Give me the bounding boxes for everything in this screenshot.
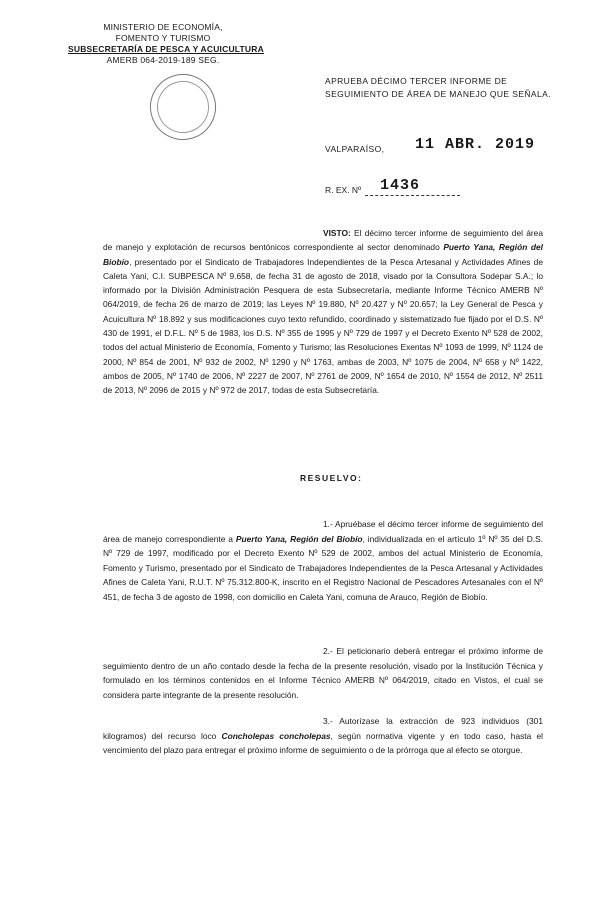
place: VALPARAÍSO, [325, 144, 385, 154]
reference-code: AMERB 064-2019-189 SEG. [106, 55, 220, 65]
stamped-date: 11 ABR. 2019 [415, 136, 536, 153]
article-1-sector: Puerto Yana, Región del Biobío [235, 533, 363, 544]
subsecretaria-name: SUBSECRETARÍA DE PESCA Y ACUICULTURA [68, 44, 264, 54]
article-1 [103, 517, 543, 605]
place-and-date [325, 136, 565, 158]
article-3 [103, 714, 543, 758]
resolution-number [325, 177, 465, 199]
resuelvo-heading: RESUELVO: [300, 473, 363, 483]
ministry-name-2: FOMENTO Y TURISMO [115, 33, 211, 43]
visto-text-1: El décimo tercer informe de seguimiento del área de manejo y explotación de recursos bentónicos correspondiente al sector denominado [103, 228, 543, 253]
article-1-text-1: 1.- Apruébase el décimo tercer informe de seguimiento del área de manejo correspondiente a [103, 519, 543, 544]
article-1-text-2: , individualizada en el artículo 1º Nº 35 del D.S. Nº 729 de 1997, modificado por el Decreto Exento Nº 529 de 2002, ambos del actual Ministerio de Economía, Fomento y Turismo, presentado por el Sindicato de Trabajadores Independientes de la Pesca Artesanal y Actividades Afines de Caleta Yani, R.U.T. Nº 75.312.800-K, inscrito en el Registro Nacional de Pescadores Artesanales con el Nº 451, de fecha 3 de agosto de 1998, con domicilio en Caleta Yani, comuna de Arauco, Región de Biobío. [103, 533, 543, 602]
visto-text-2: , presentado por el Sindicato de Trabajadores Independientes de la Pesca Artesanal y Actividades Afines de Caleta Yani, C.I. SUBPESCA Nº 9.658, de fecha 31 de agosto de 2018, visado por la Consultora Sodepar S.A.; lo informado por la División Administración Pesquera de esta Subsecretaría, mediante Informe Técnico AMERB Nº 064/2019, de fecha 26 de marzo de 2019; las Leyes Nº 19.880, Nº 20.427 y Nº 20.657; la Ley General de Pesca y Acuicultura Nº 18.892 y sus modificaciones cuyo texto refundido, coordinado y sistematizado fue fijado por el D.S. Nº 430 de 1991, el D.F.L. Nº 5 de 1983, los D.S. Nº 355 de 1995 y Nº 729 de 1997 y el Decreto Exento Nº 528 de 2002, todos del actual Ministerio de Economía, Fomento y Turismo; las Resoluciones Exentas Nº 1093 de 1999, Nº 1124 de 2000, Nº 854 de 2001, Nº 932 de 2002, Nº 1290 y Nº 1763, ambas de 2003, Nº 1075 de 2004, Nº 658 y Nº 1422, ambos de 2005, Nº 1740 de 2006, Nº 2227 de 2007, Nº 2761 de 2009, Nº 1654 de 2010, Nº 1554 de 2012, Nº 2511 de 2013, Nº 2096 de 2015 y Nº 972 de 2017, todas de esta Subsecretaría. [103, 256, 543, 396]
rex-underline [365, 195, 460, 196]
article-3-text-1: 3.- Autorízase la extracción de 923 individuos (301 kilogramos) del recurso loco [103, 716, 543, 741]
circular-stamp-icon [141, 65, 224, 148]
article-2 [103, 644, 543, 702]
article-2-text: 2.- El peticionario deberá entregar el próximo informe de seguimiento dentro de un año contado desde la fecha de la presente resolución, visado por la Institución Técnica y formulado en los términos contenidos en el Informe Técnico AMERB Nº 064/2019, citado en Vistos, el cual se considera parte integrante de la presente resolución. [103, 646, 543, 700]
visto-sector: Puerto Yana, Región del Biobío [103, 242, 544, 267]
visto-paragraph [103, 226, 543, 398]
visto-label: VISTO: [323, 228, 351, 238]
letterhead [68, 22, 264, 66]
ministry-name: MINISTERIO DE ECONOMÍA, [103, 22, 223, 32]
resolution-subject: APRUEBA DÉCIMO TERCER INFORME DE SEGUIMIENTO DE ÁREA DE MANEJO QUE SEÑALA. [325, 76, 551, 99]
article-3-text-2: , según normativa vigente y en todo caso, hasta el vencimiento del plazo para entregar el próximo informe de seguimiento o de la prórroga que al efecto se otorgue. [103, 730, 544, 756]
rex-number: 1436 [380, 177, 421, 194]
article-3-species: Concholepas concholepas [221, 730, 331, 741]
rex-label: R. EX. Nº [325, 185, 362, 195]
